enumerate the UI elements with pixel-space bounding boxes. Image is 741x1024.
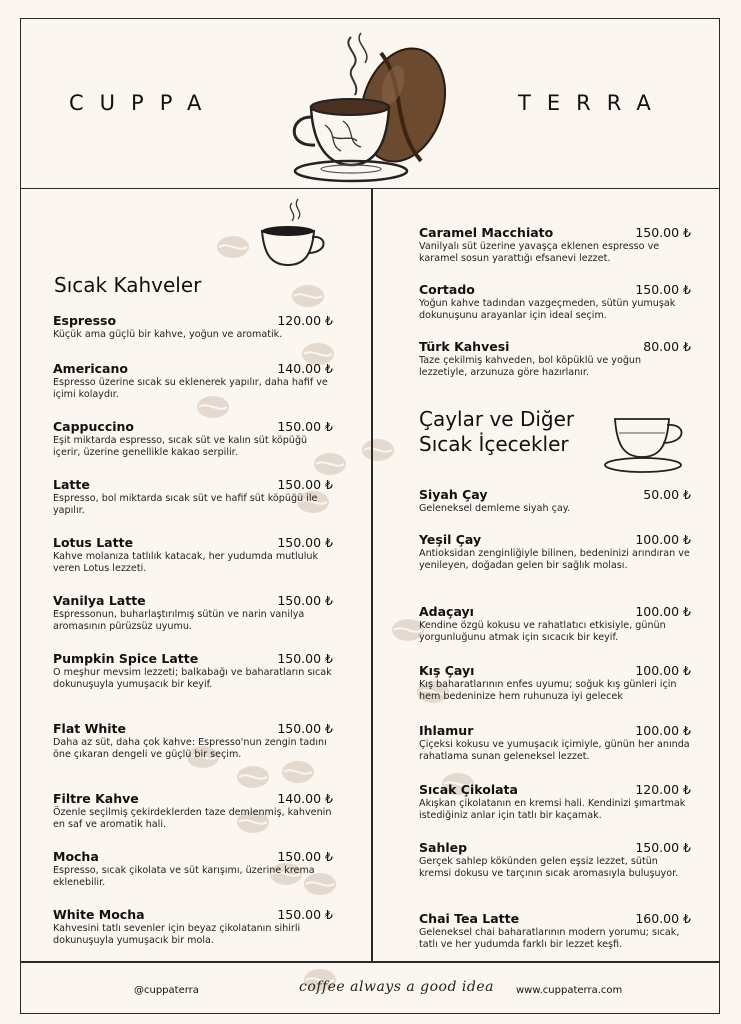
item-description: Yoğun kahve tadından vazgeçmeden, sütün yumuşak dokunuşunu arayanlar için ideal seçim.: [419, 298, 676, 321]
item-description: Antioksidan zenginliğiyle bilinen, bedeninizi arındıran ve yenileyen, doğadan gelen bir sağlık molası.: [419, 548, 690, 571]
item-description: Çiçeksi kokusu ve yumuşacık içimiyle, günün her anında rahatlama sunan geleneksel lezzet.: [419, 739, 690, 762]
menu-item: [53, 791, 333, 831]
item-name: Lotus Latte: [53, 535, 134, 550]
item-price: 150.00 ₺: [277, 849, 333, 864]
menu-item: [419, 840, 691, 880]
menu-item: [419, 487, 691, 515]
menu-item: [419, 663, 691, 703]
item-name: Kış Çayı: [419, 663, 475, 678]
item-price: 150.00 ₺: [277, 477, 333, 492]
item-name: Mocha: [53, 849, 99, 864]
menu-item: [53, 849, 333, 889]
item-name: Latte: [53, 477, 90, 492]
item-price: 120.00 ₺: [277, 313, 333, 328]
item-price: 100.00 ₺: [635, 604, 691, 619]
brand-name-left: CUPPA: [69, 91, 218, 115]
item-name: Chai Tea Latte: [419, 911, 520, 926]
coffee-bean-icon: [361, 437, 395, 463]
menu-item: [53, 593, 333, 633]
item-name: Yeşil Çay: [419, 532, 482, 547]
footer-divider: [21, 961, 719, 963]
item-price: 50.00 ₺: [643, 487, 691, 502]
tea-cup-icon: [603, 411, 693, 475]
menu-item: [53, 651, 333, 691]
item-description: Kendine özgü kokusu ve rahatlatıcı etkisiyle, günün yorgunluğunu atmak için sıcacık bir keyif.: [419, 620, 666, 643]
item-description: Küçük ama güçlü bir kahve, yoğun ve aromatik.: [53, 329, 283, 340]
item-name: Flat White: [53, 721, 127, 736]
menu-item: [419, 225, 691, 265]
coffee-bean-icon: [216, 234, 250, 260]
item-name: Sıcak Çikolata: [419, 782, 518, 797]
website-link[interactable]: www.cuppaterra.com: [516, 985, 623, 996]
item-description: Espresso, sıcak çikolata ve süt karışımı, üzerine krema eklenebilir.: [53, 865, 315, 888]
item-description: Özenle seçilmiş çekirdeklerden taze demlenmiş, kahvenin en saf ve aromatik hali.: [53, 807, 332, 830]
item-description: Eşit miktarda espresso, sıcak süt ve kalın süt köpüğü içerir, üzerine genellikle kakao serpilir.: [53, 435, 308, 458]
menu-item: [419, 339, 691, 379]
item-description: Gerçek sahlep kökünden gelen eşsiz lezzet, sütün kremsi dokusu ve tarçının sıcak aromasıyla buluşuyor.: [419, 856, 679, 879]
coffee-bean-icon: [281, 759, 315, 785]
item-name: Filtre Kahve: [53, 791, 139, 806]
item-name: Adaçayı: [419, 604, 474, 619]
menu-item: [53, 313, 333, 341]
item-price: 100.00 ₺: [635, 723, 691, 738]
item-price: 100.00 ₺: [635, 663, 691, 678]
item-price: 150.00 ₺: [635, 282, 691, 297]
item-description: Akışkan çikolatanın en kremsi hali. Kendinizi şımartmak istediğiniz anlar için tatlı bir kaçamak.: [419, 798, 686, 821]
item-name: Siyah Çay: [419, 487, 488, 502]
item-description: Kahvesini tatlı sevenler için beyaz çikolatanın sihirli dokunuşuyla yumuşacık bir mola.: [53, 923, 301, 946]
item-description: Daha az süt, daha çok kahve: Espresso'nun zengin tadını öne çıkaran dengeli ve güçlü bir seçim.: [53, 737, 327, 760]
item-description: Geleneksel chai baharatlarının modern yorumu; sıcak, tatlı ve her yudumda farklı bir lezzet keşfi.: [419, 927, 680, 950]
item-price: 150.00 ₺: [277, 419, 333, 434]
item-name: Ihlamur: [419, 723, 474, 738]
menu-item: [53, 361, 333, 401]
menu-item: [53, 907, 333, 947]
item-price: 80.00 ₺: [643, 339, 691, 354]
item-name: Cappuccino: [53, 419, 134, 434]
item-description: O meşhur mevsim lezzeti; balkabağı ve baharatların sıcak dokunuşuyla yumuşacık bir keyif.: [53, 667, 332, 690]
item-price: 150.00 ₺: [277, 721, 333, 736]
item-description: Vanilyalı süt üzerine yavaşça eklenen espresso ve karamel sosun yarattığı efsanevi lezzet.: [419, 241, 660, 264]
coffee-bean-cup-logo-icon: [281, 25, 461, 187]
menu-item: [419, 723, 691, 763]
item-description: Taze çekilmiş kahveden, bol köpüklü ve yoğun lezzetiyle, arzunuza göre hazırlanır.: [419, 355, 642, 378]
section-title-hot-coffees: Sıcak Kahveler: [54, 273, 202, 297]
item-price: 100.00 ₺: [635, 532, 691, 547]
item-price: 160.00 ₺: [635, 911, 691, 926]
item-price: 150.00 ₺: [635, 225, 691, 240]
menu-item: [53, 477, 333, 517]
item-description: Espresso üzerine sıcak su eklenerek yapılır, daha hafif ve içimi kolaydır.: [53, 377, 328, 400]
item-name: Pumpkin Spice Latte: [53, 651, 199, 666]
item-description: Espresso, bol miktarda sıcak süt ve hafif süt köpüğü ile yapılır.: [53, 493, 318, 516]
coffee-cup-icon: [248, 195, 328, 275]
item-name: Espresso: [53, 313, 117, 328]
item-description: Espressonun, buharlaştırılmış sütün ve narin vanilya aromasının pürüzsüz uyumu.: [53, 609, 305, 632]
item-price: 150.00 ₺: [277, 907, 333, 922]
menu-item: [419, 604, 691, 644]
item-name: Türk Kahvesi: [419, 339, 510, 354]
coffee-bean-icon: [236, 764, 270, 790]
item-name: Americano: [53, 361, 128, 376]
menu-item: [419, 282, 691, 322]
coffee-bean-icon: [291, 283, 325, 309]
slogan: coffee always a good idea: [299, 979, 494, 995]
menu-item: [53, 419, 333, 459]
menu-page: [20, 18, 720, 1014]
item-price: 140.00 ₺: [277, 361, 333, 376]
menu-item: [53, 535, 333, 575]
brand-name-right: TERRA: [518, 91, 667, 115]
instagram-handle[interactable]: @cuppaterra: [134, 985, 199, 996]
item-price: 150.00 ₺: [277, 535, 333, 550]
item-description: Geleneksel demleme siyah çay.: [419, 503, 571, 514]
item-description: Kış baharatlarının enfes uyumu; soğuk kış günleri için hem bedeninize hem ruhunuza iyi gelecek: [419, 679, 677, 702]
item-price: 150.00 ₺: [635, 840, 691, 855]
section-title-teas-line1: Çaylar ve Diğer: [419, 407, 575, 431]
item-name: Vanilya Latte: [53, 593, 146, 608]
item-description: Kahve molanıza tatlılık katacak, her yudumda mutluluk veren Lotus lezzeti.: [53, 551, 319, 574]
item-price: 120.00 ₺: [635, 782, 691, 797]
menu-item: [419, 532, 691, 572]
menu-item: [419, 782, 691, 822]
menu-item: [53, 721, 333, 761]
item-price: 150.00 ₺: [277, 593, 333, 608]
item-price: 150.00 ₺: [277, 651, 333, 666]
item-name: Sahlep: [419, 840, 468, 855]
menu-header: [21, 19, 719, 189]
menu-item: [419, 911, 691, 951]
column-divider: [371, 189, 373, 961]
item-name: White Mocha: [53, 907, 145, 922]
item-price: 140.00 ₺: [277, 791, 333, 806]
item-name: Cortado: [419, 282, 475, 297]
section-title-teas-line2: Sıcak İçecekler: [419, 432, 569, 456]
item-name: Caramel Macchiato: [419, 225, 554, 240]
